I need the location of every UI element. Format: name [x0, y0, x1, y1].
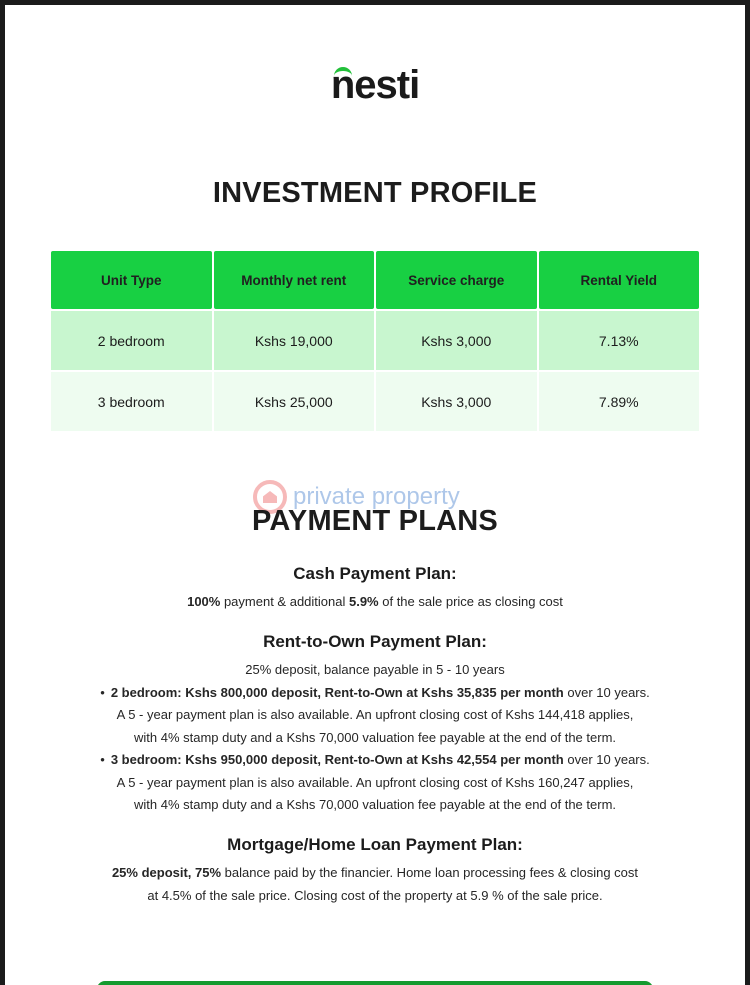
- rto-bullet-3-line3: with 4% stamp duty and a Kshs 70,000 valuation fee payable at the end of the term.: [133, 797, 617, 812]
- table-header-row: [51, 251, 699, 309]
- cell-service-charge: Kshs 3,000: [376, 372, 537, 431]
- rent-to-own-plan: [65, 632, 685, 817]
- cell-monthly-rent: Kshs 25,000: [214, 372, 375, 431]
- cell-service-charge: Kshs 3,000: [376, 311, 537, 370]
- cell-unit-type: 3 bedroom: [51, 372, 212, 431]
- cash-plan-text: 100% payment & additional 5.9% of the sale price as closing cost: [187, 594, 563, 609]
- bullet-icon: •: [100, 684, 105, 700]
- cell-rental-yield: 7.89%: [539, 372, 700, 431]
- logo-n: n: [330, 63, 355, 107]
- table-row: [51, 372, 699, 431]
- header-unit-type: Unit Type: [51, 251, 212, 309]
- watermark-text: private property: [293, 483, 460, 510]
- mortgage-line2: at 4.5% of the sale price. Closing cost of the property at 5.9 % of the sale price.: [147, 887, 603, 903]
- investment-profile-title: INVESTMENT PROFILE: [212, 177, 538, 209]
- header-service-charge: Service charge: [376, 251, 537, 309]
- rto-bullet-3-bedroom: • 3 bedroom: Kshs 950,000 deposit, Rent-to-Own at Kshs 42,554 per month over 10 years.: [65, 749, 685, 772]
- rto-bullet-2-bedroom: • 2 bedroom: Kshs 800,000 deposit, Rent-to-Own at Kshs 35,835 per month over 10 years.: [65, 682, 685, 705]
- document-page: [5, 5, 745, 985]
- mortgage-plan-title: Mortgage/Home Loan Payment Plan:: [227, 835, 523, 854]
- mortgage-payment-plan: [65, 835, 685, 907]
- bullet-icon: •: [100, 752, 105, 767]
- payment-plans-title: PAYMENT PLANS: [252, 505, 498, 537]
- rto-intro: 25% deposit, balance payable in 5 - 10 years: [245, 662, 505, 677]
- rto-bullet-2-line3: with 4% stamp duty and a Kshs 70,000 valuation fee payable at the end of the term.: [133, 729, 617, 745]
- logo-arc-icon: [334, 67, 352, 78]
- cell-monthly-rent: Kshs 19,000: [214, 311, 375, 370]
- cell-rental-yield: 7.13%: [539, 311, 700, 370]
- header-monthly-net-rent: Monthly net rent: [214, 251, 375, 309]
- header-rental-yield: Rental Yield: [539, 251, 700, 309]
- investment-table: [49, 249, 701, 433]
- rto-bullet-2-line2: A 5 - year payment plan is also available. An upfront closing cost of Kshs 144,418 applies,: [116, 707, 634, 722]
- cell-unit-type: 2 bedroom: [51, 311, 212, 370]
- mortgage-line1: 25% deposit, 75% balance paid by the financier. Home loan processing fees & closing cost: [111, 865, 639, 880]
- rto-plan-title: Rent-to-Own Payment Plan:: [263, 632, 487, 651]
- nesti-logo: nesti: [330, 63, 420, 107]
- cash-payment-plan: [65, 564, 685, 614]
- table-row: [51, 311, 699, 370]
- green-footer-bar: [97, 981, 653, 985]
- rto-bullet-3-line2: A 5 - year payment plan is also available. An upfront closing cost of Kshs 160,247 applies,: [116, 774, 634, 790]
- cash-plan-title: Cash Payment Plan:: [293, 564, 457, 583]
